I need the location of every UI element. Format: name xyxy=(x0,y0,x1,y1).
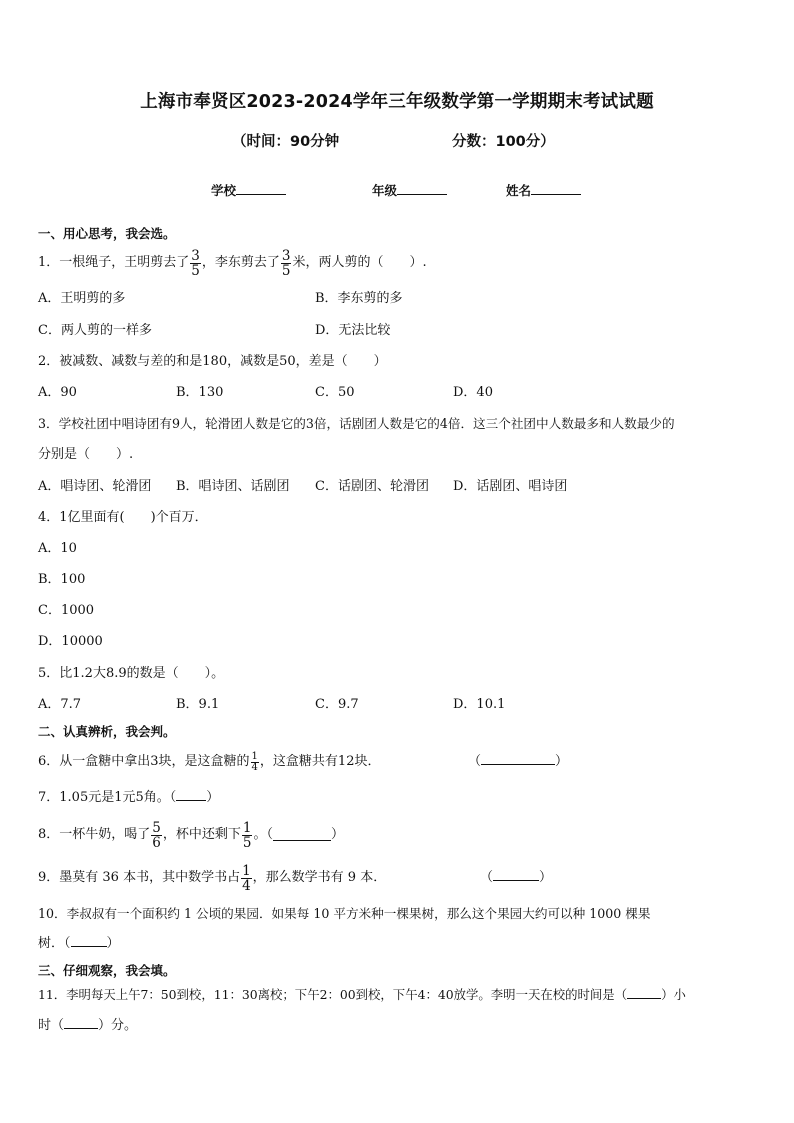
q10-text: 树．（ xyxy=(38,936,71,951)
q2-option-c: C．50 xyxy=(315,385,355,400)
q1-fraction-1-den: 5 xyxy=(191,262,200,279)
q10-paren-right: ） xyxy=(106,936,120,951)
q11-minute-blank[interactable] xyxy=(64,1017,98,1029)
question-11-line-1 xyxy=(38,985,686,1005)
q5-option-a: A．7.7 xyxy=(38,697,82,712)
name-blank xyxy=(531,182,581,195)
school-field xyxy=(211,181,286,199)
q8-fraction-1 xyxy=(151,821,162,850)
q9-paren-right: ） xyxy=(539,870,553,885)
q8-fraction-2 xyxy=(242,821,253,850)
question-10-line-2 xyxy=(38,934,120,954)
q6-fraction-num: 1 xyxy=(251,750,258,762)
q11-hour-blank[interactable] xyxy=(627,987,661,999)
q4-option-d: D．10000 xyxy=(38,634,103,649)
q1-option-d: D．无法比较 xyxy=(315,323,391,338)
question-2: 2．被减数、减数与差的和是180，减数是50，差是（ ） xyxy=(38,354,387,369)
q9-fraction xyxy=(241,864,252,893)
q1-fraction-2-den: 5 xyxy=(281,262,291,279)
q5-option-c: C．9.7 xyxy=(315,697,359,712)
q11-text-c: 时（ xyxy=(38,1018,65,1033)
q4-option-b: B．100 xyxy=(38,572,86,587)
q7-blank-line[interactable] xyxy=(176,789,206,801)
section-3-heading: 三、仔细观察，我会填。 xyxy=(38,963,176,978)
q6-fraction-den: 4 xyxy=(251,761,258,773)
q1-text-b: ，李东剪去了 xyxy=(201,255,280,270)
school-blank xyxy=(236,182,286,195)
q8-paren-right: ） xyxy=(331,827,345,842)
q2-option-a: A．90 xyxy=(38,385,77,400)
q6-fraction xyxy=(251,752,259,773)
q4-option-a: A．10 xyxy=(38,541,77,556)
q5-option-d: D．10.1 xyxy=(453,697,506,712)
exam-title: 上海市奉贤区2023-2024学年三年级数学第一学期期末考试试题 xyxy=(140,92,654,112)
question-5: 5．比1.2大8.9的数是（ ）。 xyxy=(38,666,225,681)
q9-text-b: ，那么数学书有 9 本． xyxy=(252,870,387,885)
grade-blank xyxy=(397,182,447,195)
q7-text: 7．1.05元是1元5角。（ xyxy=(38,790,177,805)
q2-option-b: B．130 xyxy=(176,385,224,400)
q8-text-a: 8．一杯牛奶，喝了 xyxy=(38,827,151,842)
section-2-heading: 二、认真辨析，我会判。 xyxy=(38,724,176,739)
name-label: 姓名 xyxy=(506,183,532,198)
q9-fraction-num: 1 xyxy=(242,862,251,879)
question-3-line-2: 分别是（ ）. xyxy=(38,447,134,462)
question-7 xyxy=(38,788,219,808)
q1-text-c: 米，两人剪的（ ）. xyxy=(292,255,427,270)
q6-text-a: 6．从一盒糖中拿出3块，是这盒糖的 xyxy=(38,754,250,769)
question-11-line-2 xyxy=(38,1016,137,1036)
q1-option-b: B．李东剪的多 xyxy=(315,291,403,306)
q11-text-d: ）分。 xyxy=(98,1018,138,1033)
q1-text-a: 1．一根绳子，王明剪去了 xyxy=(38,255,190,270)
q8-fraction-1-den: 6 xyxy=(152,834,161,851)
q3-option-c: C．话剧团、轮滑团 xyxy=(315,479,429,494)
q6-blank-line xyxy=(481,753,555,765)
q8-text-c: 。（ xyxy=(253,827,273,842)
q9-paren-left: （ xyxy=(480,870,494,885)
q3-option-b: B．唱诗团、话剧团 xyxy=(176,479,290,494)
school-label: 学校 xyxy=(211,183,237,198)
q6-paren-right: ） xyxy=(555,754,569,769)
name-field xyxy=(506,181,581,199)
q8-fraction-2-num: 1 xyxy=(242,819,252,836)
q4-option-c: C．1000 xyxy=(38,603,95,618)
q3-option-d: D．话剧团、唱诗团 xyxy=(453,479,568,494)
q8-fraction-2-den: 5 xyxy=(242,834,252,851)
q11-text-a: 11．李明每天上午7：50到校，11：30离校；下午2：00到校，下午4：40放学。李明一天在校的时间是（ xyxy=(38,987,628,1002)
question-6 xyxy=(38,747,380,777)
grade-label: 年级 xyxy=(372,183,398,198)
question-1 xyxy=(38,245,427,281)
q7-paren-right: ） xyxy=(206,790,220,805)
q10-blank-line[interactable] xyxy=(71,935,107,947)
q6-paren-left: （ xyxy=(468,754,482,769)
question-9 xyxy=(38,857,386,899)
q6-text-b: ，这盒糖共有12块． xyxy=(259,754,381,769)
exam-score: 分数：100分） xyxy=(452,134,555,150)
q9-answer-blank[interactable] xyxy=(480,868,552,888)
question-3-line-1: 3．学校社团中唱诗团有9人，轮滑团人数是它的3倍，话剧团人数是它的4倍．这三个社团中人数最多和人数最少的 xyxy=(38,416,675,431)
q9-blank-line xyxy=(493,869,539,881)
q1-option-a: A．王明剪的多 xyxy=(38,291,126,306)
q8-fraction-1-num: 5 xyxy=(152,819,161,836)
exam-time: （时间：90分钟 xyxy=(232,134,340,150)
q9-text-a: 9．墨莫有 36 本书，其中数学书占 xyxy=(38,870,241,885)
section-1-heading: 一、用心思考，我会选。 xyxy=(38,226,176,241)
question-4: 4．1亿里面有( )个百万． xyxy=(38,510,208,525)
q8-text-b: ，杯中还剩下 xyxy=(162,827,241,842)
q5-option-b: B．9.1 xyxy=(176,697,220,712)
q1-fraction-2-num: 3 xyxy=(281,247,291,264)
question-8 xyxy=(38,814,344,856)
q3-option-a: A．唱诗团、轮滑团 xyxy=(38,479,152,494)
q9-fraction-den: 4 xyxy=(242,877,251,894)
question-10-line-1: 10．李叔叔有一个面积约 1 公顷的果园．如果每 10 平方米种一棵果树，那么这个果园大约可以种 1000 棵果 xyxy=(38,906,651,921)
q2-option-d: D．40 xyxy=(453,385,493,400)
q1-option-c: C．两人剪的一样多 xyxy=(38,323,152,338)
grade-field xyxy=(372,181,447,199)
q1-fraction-2 xyxy=(281,249,292,278)
q1-fraction-1-num: 3 xyxy=(191,247,200,264)
q1-fraction-1 xyxy=(190,249,201,278)
q8-blank-line[interactable] xyxy=(273,829,331,841)
q6-answer-blank[interactable] xyxy=(468,752,568,772)
q11-text-b: ）小 xyxy=(661,987,686,1002)
